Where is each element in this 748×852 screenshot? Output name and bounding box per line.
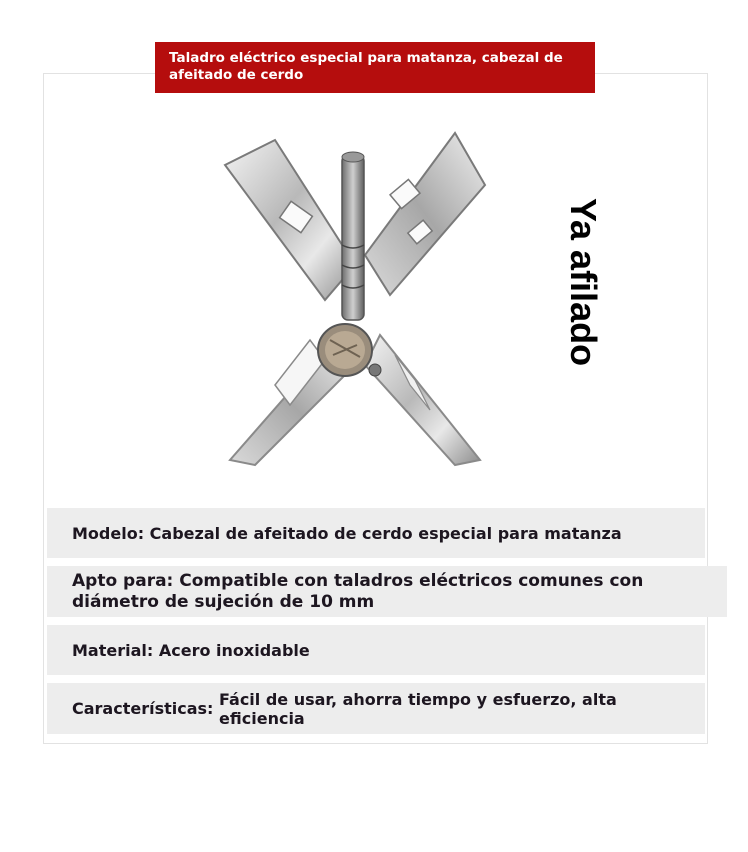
spec-text <box>72 571 727 613</box>
sharpened-text: Ya afilado <box>563 198 604 367</box>
spec-label: Modelo: <box>72 523 145 543</box>
title-banner <box>155 42 595 93</box>
spec-row-features <box>47 683 705 734</box>
spec-row-model <box>47 508 705 558</box>
blade-upper-right <box>365 133 485 295</box>
blade-upper-left <box>225 140 355 300</box>
title-text: Taladro eléctrico especial para matanza, cabezal de afeitado de cerdo <box>169 50 563 83</box>
blade-lower-right <box>365 335 480 465</box>
spec-value: Fácil de usar, ahorra tiempo y esfuerzo, alta eficiencia <box>219 689 617 728</box>
drill-head-product-image <box>215 125 495 470</box>
spec-label: Material: <box>72 640 154 660</box>
spec-row-material <box>47 625 705 675</box>
spec-value: Cabezal de afeitado de cerdo especial para matanza <box>149 523 622 543</box>
spec-value: Acero inoxidable <box>158 640 310 660</box>
spec-value: Compatible con taladros eléctricos comunes con diámetro de sujeción de 10 mm <box>72 571 644 612</box>
spec-row-compatibility <box>47 566 727 617</box>
spec-label: Apto para: <box>72 571 174 591</box>
sharpened-badge <box>548 185 618 380</box>
spec-label: Características: <box>72 699 214 718</box>
drill-hub <box>318 324 381 376</box>
drill-shaft <box>342 152 364 320</box>
